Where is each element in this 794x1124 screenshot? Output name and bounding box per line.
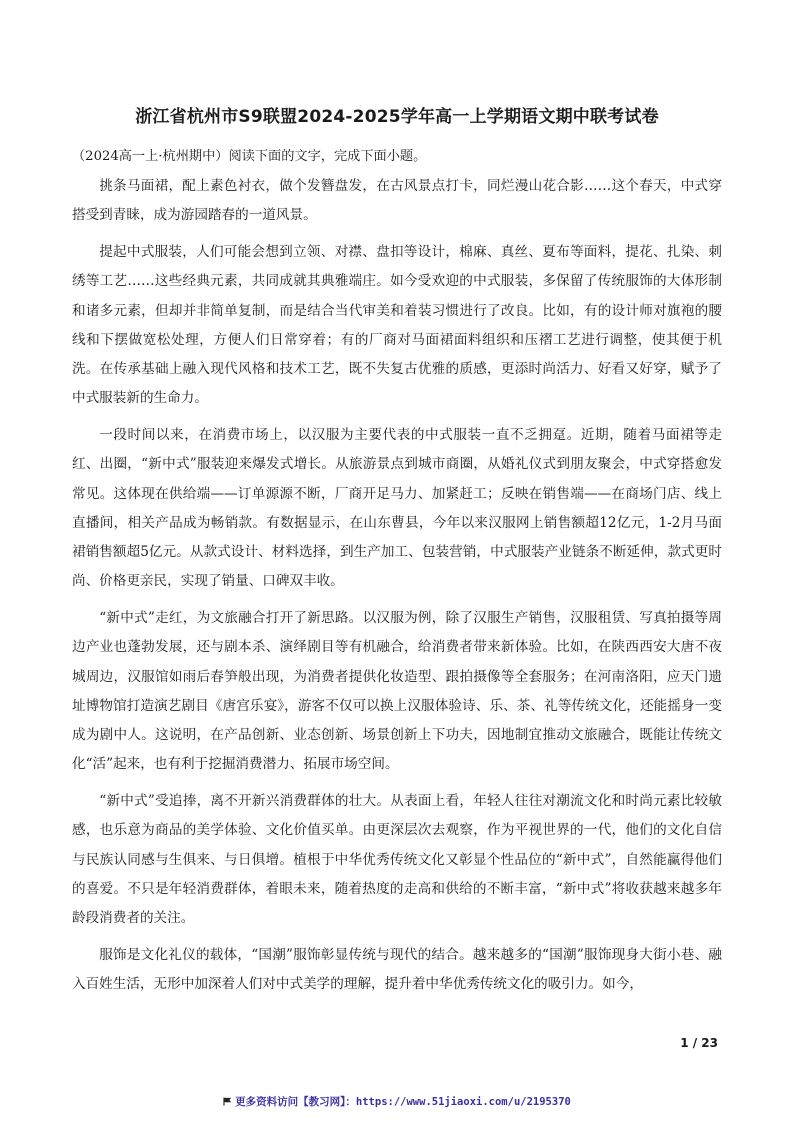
flag-icon bbox=[223, 1097, 232, 1106]
footer-link[interactable] bbox=[0, 1094, 794, 1109]
question-intro: （2024高一上·杭州期中）阅读下面的文字，完成下面小题。 bbox=[72, 149, 427, 164]
paragraph-1: 挑条马面裙，配上素色衬衣，做个发簪盘发，在古风景点打卡，同烂漫山花合影……这个春天，中式穿搭受到青睐，成为游园踏春的一道风景。 bbox=[72, 178, 722, 224]
article-body bbox=[72, 172, 722, 1007]
paragraph-5: “新中式”受追捧，离不开新兴消费群体的壮大。从表面上看，年轻人往往对潮流文化和时尚元素比较敏感，也乐意为商品的美学体验、文化价值买单。由更深层次去观察，作为平视世界的一代，他们的文化自信与民族认同感与生俱来、与日俱增。植根于中华优秀传统文化又彰显个性品位的“新中式”，自然能赢得他们的喜爱。不只是年轻消费群体，着眼未来，随着热度的走高和供给的不断丰富，“新中式”将收获越来越多年龄段消费者的关注。 bbox=[72, 793, 722, 927]
paragraph-3: 一段时间以来，在消费市场上，以汉服为主要代表的中式服装一直不乏拥趸。近期，随着马面裙等走红、出圈，“新中式”服装迎来爆发式增长。从旅游景点到城市商圈，从婚礼仪式到朋友聚会，中式穿搭愈发常见。这体现在供给端——订单源源不断，厂商开足马力、加紧赶工；反映在销售端——在商场门店、线上直播间，相关产品成为畅销款。有数据显示，在山东曹县，今年以来汉服网上销售额超12亿元，1-2月马面裙销售额超5亿元。从款式设计、材料选择，到生产加工、包装营销，中式服装产业链条不断延伸，款式更时尚、价格更亲民，实现了销量、口碑双丰收。 bbox=[72, 427, 722, 590]
paragraph-6: 服饰是文化礼仪的载体，“国潮”服饰彰显传统与现代的结合。越来越多的“国潮”服饰现身大街小巷、融入百姓生活，无形中加深着人们对中式美学的理解，提升着中华优秀传统文化的吸引力。如今， bbox=[72, 947, 722, 993]
paragraph-2: 提起中式服装，人们可能会想到立领、对襟、盘扣等设计，棉麻、真丝、夏布等面料，提花、扎染、刺绣等工艺……这些经典元素，共同成就其典雅端庄。如今受欢迎的中式服装，多保留了传统服饰的大体形制和诸多元素，但却并非简单复制，而是结合当代审美和着装习惯进行了改良。比如，有的设计师对旗袍的腰线和下摆做宽松处理，方便人们日常穿着；有的厂商对马面裙面料组织和压褶工艺进行调整，使其便于机洗。在传承基础上融入现代风格和技术工艺，既不失复古优雅的质感，更添时尚活力、好看又好穿，赋予了中式服装新的生命力。 bbox=[72, 244, 722, 407]
page-number: 1 / 23 bbox=[680, 1036, 718, 1050]
page-title: 浙江省杭州市S9联盟2024-2025学年高一上学期语文期中联考试卷 bbox=[135, 107, 659, 127]
footer-text: 更多资料访问【教习网】：https://www.51jiaoxi.com/u/2195370 bbox=[235, 1096, 571, 1108]
paragraph-4: “新中式”走红，为文旅融合打开了新思路。以汉服为例，除了汉服生产销售，汉服租赁、写真拍摄等周边产业也蓬勃发展，还与剧本杀、演绎剧目等有机融合，给消费者带来新体验。比如，在陕西西安大唐不夜城周边，汉服馆如雨后春笋般出现，为消费者提供化妆造型、跟拍摄像等全套服务；在河南洛阳，应天门遗址博物馆打造演艺剧目《唐宫乐宴》，游客不仅可以换上汉服体验诗、乐、茶、礼等传统文化，还能摇身一变成为剧中人。这说明，在产品创新、业态创新、场景创新上下功夫，因地制宜推动文旅融合，既能让传统文化“活”起来，也有利于挖掘消费潜力、拓展市场空间。 bbox=[72, 610, 722, 773]
